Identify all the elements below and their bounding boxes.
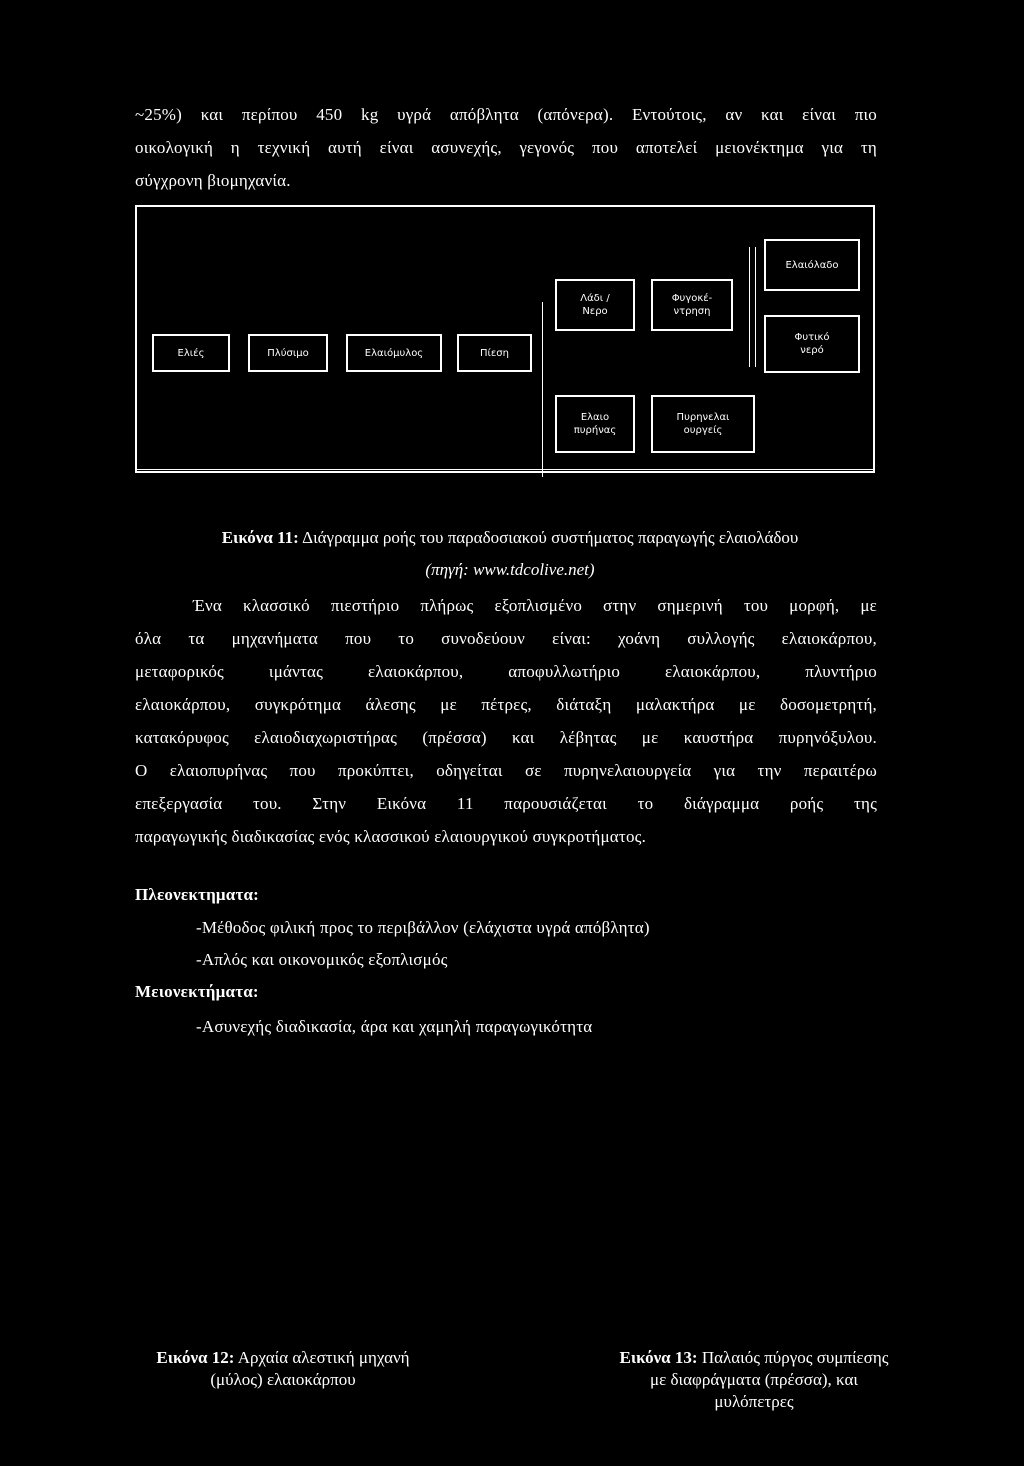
figure-11-label: Εικόνα 11: [221,528,299,547]
body-line: Ένα κλασσικό πιεστήριο πλήρως εξοπλισμένο στην σημερινή του μορφή, με [193,596,877,615]
box-centrifuge: Φυγοκέ- ντρηση [651,279,733,331]
body-line: παραγωγικής διαδικασίας ενός κλασσικού ελαιουργικού συγκροτήματος. [135,827,647,846]
body-line: μεταφορικός ιμάντας ελαιοκάρπου, αποφυλλωτήριο ελαιοκάρπου, πλυντήριο [135,662,877,681]
flow-diagram [135,205,875,473]
box-olive-oil: Ελαιόλαδο [764,239,860,291]
connector-line [542,302,543,477]
box-mill: Ελαιόμυλος [346,334,442,372]
box-washing: Πλύσιμο [248,334,328,372]
figure-12-line-2: (μύλος) ελαιοκάρπου [210,1370,356,1389]
advantage-item: -Μέθοδος φιλική προς το περιβάλλον (ελάχιστα υγρά απόβλητα) [196,918,650,937]
advantages-heading: Πλεονεκτηματα: [135,885,260,904]
box-oil-water: Λάδι / Νερο [555,279,635,331]
advantage-item: -Απλός και οικονομικός εξοπλισμός [196,950,448,969]
body-paragraph [135,589,877,853]
body-line: Ο ελαιοπυρήνας που προκύπτει, οδηγείται σε πυρηνελαιουργεία για την περαιτέρω [135,761,877,780]
figure-11-caption [120,528,900,548]
connector-line [755,247,756,367]
source-suffix: ) [588,560,595,579]
box-olives: Ελιές [152,334,230,372]
figure-13-caption [574,1347,934,1413]
figure-11-source [120,560,900,580]
figure-11-title: Διάγραμμα ροής του παραδοσιακού συστήματος παραγωγής ελαιολάδου [302,528,799,547]
box-pressing: Πίεση [457,334,532,372]
box-vegetable-water: Φυτικό νερό [764,315,860,373]
intro-line-2: οικολογική η τεχνική αυτή είναι ασυνεχής, γεγονός που αποτελεί μειονέκτημα για τη [135,138,877,157]
figure-12-line-1: Αρχαία αλεστική μηχανή [237,1348,410,1367]
intro-line-3: σύγχρονη βιομηχανία. [135,171,291,190]
figure-13-line-1: Παλαιός πύργος συμπίεσης [701,1348,889,1367]
figure-12-caption [110,1347,456,1391]
body-line: ελαιοκάρπου, συγκρότημα άλεσης με πέτρες, διάταξη μαλακτήρα με δοσομετρητή, [135,695,877,714]
figure-13-line-3: μυλόπετρες [714,1392,794,1411]
figure-12-label: Εικόνα 12: [156,1348,235,1367]
source-prefix: (πηγή: [425,560,474,579]
box-pomace-mills: Πυρηνελαι ουργείς [651,395,755,453]
disadvantage-item: -Ασυνεχής διαδικασία, άρα και χαμηλή παραγωγικότητα [196,1017,593,1036]
body-line: κατακόρυφος ελαιοδιαχωριστήρας (πρέσσα) και λέβητας με καυστήρα πυρηνόξυλου. [135,728,877,747]
box-pomace-oil: Ελαιο πυρήνας [555,395,635,453]
body-line: επεξεργασία του. Στην Εικόνα 11 παρουσιάζεται το διάγραμμα ροής της [135,794,877,813]
connector-line [749,247,750,367]
connector-line [137,469,873,470]
body-line: όλα τα μηχανήματα που το συνοδεύουν είναι: χοάνη συλλογής ελαιοκάρπου, [135,629,877,648]
figure-13-label: Εικόνα 13: [619,1348,698,1367]
source-link: www.tdcolive.net [473,560,589,579]
disadvantages-heading: Μειονεκτήματα: [135,982,259,1001]
intro-line-1: ~25%) και περίπου 450 kg υγρά απόβλητα (απόνερα). Εντούτοις, αν και είναι πιο [135,105,877,124]
figure-13-line-2: με διαφράγματα (πρέσσα), και [650,1370,858,1389]
